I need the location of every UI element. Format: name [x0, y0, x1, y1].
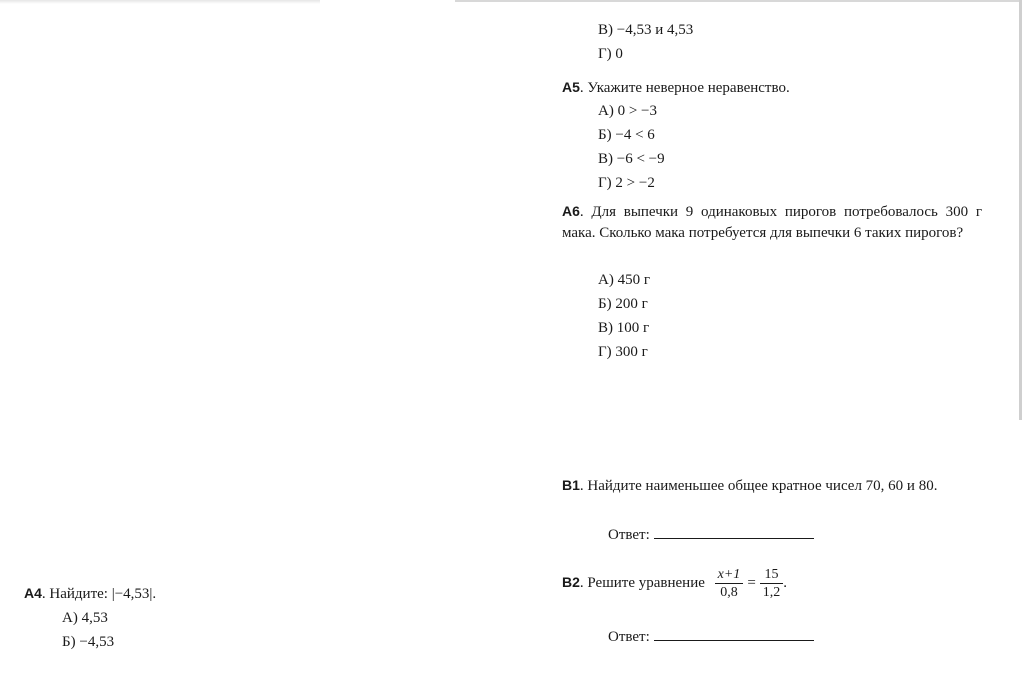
fraction-left-denominator: 0,8: [720, 585, 738, 600]
b1-answer: [608, 524, 814, 545]
a4-option-a: А) 4,53: [62, 610, 108, 626]
a5-option-v: В) −6 < −9: [598, 151, 665, 167]
question-number: A5: [562, 79, 580, 95]
a6-option-a: А) 450 г: [598, 272, 650, 288]
page-top-edge: [455, 0, 1020, 2]
question-number: A6: [562, 203, 580, 219]
question-text: . Для выпечки 9 одинаковых пирогов потребовалось 300 г мака. Сколько мака потребуется для выпечки 6 таких пирогов?: [562, 204, 982, 241]
page-right-edge: [1019, 0, 1022, 420]
question-b2: [562, 566, 787, 601]
answer-blank[interactable]: [654, 524, 814, 539]
a5-option-b: Б) −4 < 6: [598, 127, 655, 143]
question-number: B1: [562, 477, 580, 493]
question-number: B2: [562, 573, 580, 590]
question-text: . Найдите наименьшее общее кратное чисел 70, 60 и 80.: [579, 478, 938, 494]
equals-sign: =: [747, 575, 756, 591]
fraction-right: [760, 566, 784, 601]
b2-answer: [608, 626, 814, 647]
question-text: . Найдите: |−4,53|.: [41, 586, 157, 602]
page-top-left-shadow: [0, 0, 320, 4]
a5-option-g: Г) 2 > −2: [598, 175, 655, 191]
a6-option-b: Б) 200 г: [598, 296, 648, 312]
answer-label: Ответ:: [608, 629, 650, 645]
question-text: . Решите уравнение: [579, 575, 705, 591]
a4-option-b: Б) −4,53: [62, 634, 115, 650]
fraction-left-numerator: x+1: [715, 566, 744, 584]
question-b1: [562, 475, 982, 497]
a5-option-a: А) 0 > −3: [598, 103, 657, 119]
a4-option-g: Г) 0: [598, 46, 623, 62]
a6-option-g: Г) 300 г: [598, 344, 648, 360]
question-text: . Укажите неверное неравенство.: [579, 80, 790, 96]
question-a5: [562, 77, 790, 98]
question-a4: [24, 583, 156, 604]
fraction-left: [715, 566, 744, 601]
a6-option-v: В) 100 г: [598, 320, 650, 336]
a4-option-v: В) −4,53 и 4,53: [598, 22, 694, 38]
question-number: A4: [24, 585, 42, 601]
equation-period: .: [783, 575, 788, 591]
fraction-right-numerator: 15: [760, 566, 784, 584]
question-a6: [562, 201, 982, 244]
answer-blank[interactable]: [654, 626, 814, 641]
answer-label: Ответ:: [608, 527, 650, 543]
fraction-right-denominator: 1,2: [762, 585, 781, 600]
